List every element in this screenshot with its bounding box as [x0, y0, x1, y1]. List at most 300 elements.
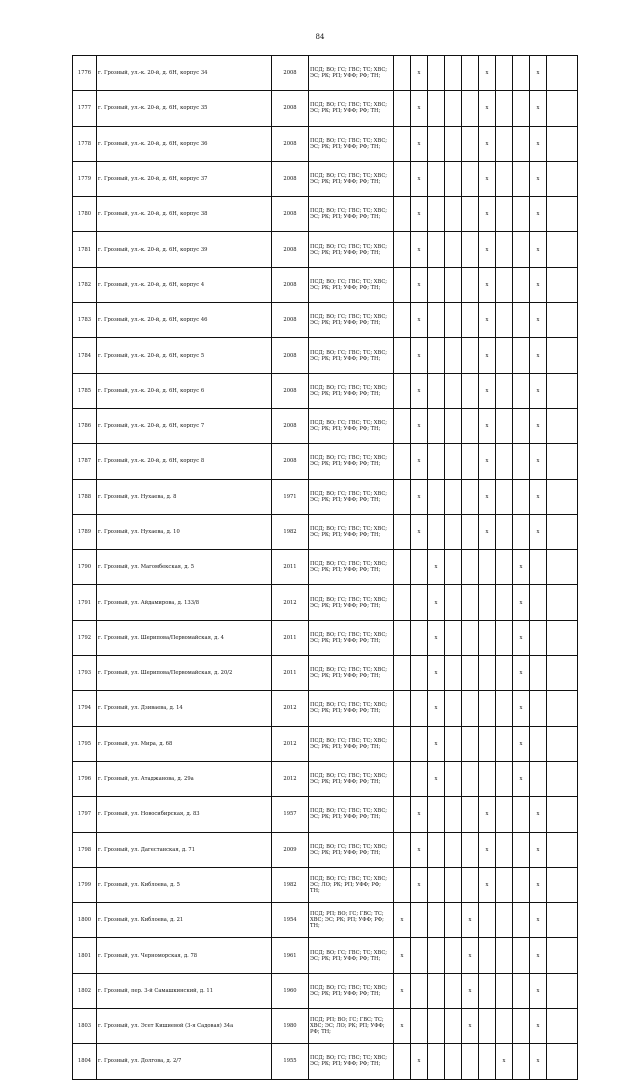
- mark-cell: [445, 832, 462, 867]
- mark-x: x: [496, 1044, 513, 1079]
- mark-x: x: [530, 408, 547, 443]
- mark-x: x: [479, 444, 496, 479]
- mark-cell: [462, 691, 479, 726]
- services-cell: ПСД; ВО; ГС; ГВС; ТС; ХВС; ЭС; РК; РП; УФФ; РФ; ТН;: [309, 126, 394, 161]
- mark-cell: [547, 656, 578, 691]
- row-number: 1795: [73, 726, 97, 761]
- mark-cell: [530, 585, 547, 620]
- table-row: [73, 303, 578, 338]
- mark-cell: [496, 585, 513, 620]
- services-cell: ПСД; ВО; ГС; ГВС; ТС; ХВС; ЭС; РК; РП; УФФ; РФ; ТН;: [309, 373, 394, 408]
- mark-cell: [513, 1009, 530, 1044]
- mark-x: x: [411, 408, 428, 443]
- table-row: [73, 91, 578, 126]
- services-cell: ПСД; ВО; ГС; ГВС; ТС; ХВС; ЭС; РК; РП; УФФ; РФ; ТН;: [309, 56, 394, 91]
- housing-register-table: [72, 55, 578, 1080]
- year-cell: 2011: [272, 656, 309, 691]
- table-row: [73, 938, 578, 973]
- mark-cell: [530, 550, 547, 585]
- mark-cell: [513, 232, 530, 267]
- mark-cell: [547, 56, 578, 91]
- table-row: [73, 267, 578, 302]
- year-cell: 2008: [272, 56, 309, 91]
- mark-cell: [394, 444, 411, 479]
- mark-cell: [513, 197, 530, 232]
- mark-cell: [445, 726, 462, 761]
- mark-x: x: [479, 338, 496, 373]
- address-cell: г. Грозный, ул. Киблоева, д. 21: [97, 903, 272, 938]
- mark-cell: [496, 867, 513, 902]
- mark-cell: [428, 444, 445, 479]
- mark-cell: [496, 514, 513, 549]
- row-number: 1780: [73, 197, 97, 232]
- address-cell: г. Грозный, ул. Долгова, д. 2/7: [97, 1044, 272, 1079]
- mark-cell: [394, 867, 411, 902]
- year-cell: 1982: [272, 514, 309, 549]
- mark-x: x: [513, 691, 530, 726]
- mark-cell: [394, 797, 411, 832]
- mark-x: x: [411, 867, 428, 902]
- services-cell: ПСД; ВО; ГС; ГВС; ТС; ХВС; ЭС; РК; РП; УФФ; РФ; ТН;: [309, 91, 394, 126]
- mark-cell: [513, 126, 530, 161]
- mark-cell: [445, 867, 462, 902]
- table-row: [73, 691, 578, 726]
- mark-cell: [547, 373, 578, 408]
- mark-cell: [428, 232, 445, 267]
- address-cell: г. Грозный, ул. Киблоева, д. 5: [97, 867, 272, 902]
- mark-cell: [479, 550, 496, 585]
- mark-cell: [513, 867, 530, 902]
- mark-cell: [428, 938, 445, 973]
- services-cell: ПСД; ВО; ГС; ГВС; ТС; ХВС; ЭС; РК; РП; УФФ; РФ; ТН;: [309, 479, 394, 514]
- mark-cell: [445, 373, 462, 408]
- mark-cell: [496, 550, 513, 585]
- mark-x: x: [513, 585, 530, 620]
- mark-cell: [479, 938, 496, 973]
- mark-cell: [479, 726, 496, 761]
- table-row: [73, 550, 578, 585]
- mark-x: x: [411, 832, 428, 867]
- mark-cell: [445, 585, 462, 620]
- mark-x: x: [530, 303, 547, 338]
- year-cell: 2009: [272, 832, 309, 867]
- mark-x: x: [462, 903, 479, 938]
- mark-cell: [479, 903, 496, 938]
- mark-cell: [445, 1044, 462, 1079]
- table-row: [73, 232, 578, 267]
- mark-x: x: [479, 126, 496, 161]
- mark-x: x: [479, 867, 496, 902]
- mark-cell: [547, 303, 578, 338]
- mark-x: x: [530, 56, 547, 91]
- mark-cell: [513, 161, 530, 196]
- year-cell: 2012: [272, 761, 309, 796]
- mark-cell: [462, 91, 479, 126]
- services-cell: ПСД; ВО; ГС; ГВС; ТС; ХВС; ЭС; РК; РП; УФФ; РФ; ТН;: [309, 973, 394, 1008]
- mark-cell: [547, 197, 578, 232]
- row-number: 1794: [73, 691, 97, 726]
- services-cell: ПСД; ВО; ГС; ГВС; ТС; ХВС; ЭС; РК; РП; УФФ; РФ; ТН;: [309, 161, 394, 196]
- mark-cell: [547, 691, 578, 726]
- row-number: 1798: [73, 832, 97, 867]
- mark-cell: [547, 126, 578, 161]
- mark-cell: [428, 408, 445, 443]
- mark-x: x: [479, 514, 496, 549]
- year-cell: 2008: [272, 232, 309, 267]
- mark-cell: [428, 1044, 445, 1079]
- table-row: [73, 585, 578, 620]
- mark-cell: [547, 1044, 578, 1079]
- address-cell: г. Грозный, ул.-к. 20-й, д. 6Н, корпус 39: [97, 232, 272, 267]
- mark-cell: [445, 620, 462, 655]
- mark-x: x: [411, 514, 428, 549]
- mark-cell: [513, 1044, 530, 1079]
- mark-cell: [428, 267, 445, 302]
- year-cell: 2008: [272, 408, 309, 443]
- mark-cell: [530, 761, 547, 796]
- mark-x: x: [411, 479, 428, 514]
- mark-cell: [394, 373, 411, 408]
- mark-cell: [462, 797, 479, 832]
- services-cell: ПСД; РП; ВО; ГС; ГВС; ТС; ХВС; ЭС; РК; РП; УФФ; РФ; ТН;: [309, 903, 394, 938]
- mark-cell: [496, 161, 513, 196]
- mark-cell: [462, 585, 479, 620]
- mark-cell: [394, 832, 411, 867]
- mark-cell: [462, 232, 479, 267]
- address-cell: г. Грозный, ул. Новосибирская, д. 83: [97, 797, 272, 832]
- services-cell: ПСД; ВО; ГС; ГВС; ТС; ХВС; ЭС; РК; РП; УФФ; РФ; ТН;: [309, 797, 394, 832]
- mark-cell: [428, 197, 445, 232]
- mark-cell: [479, 761, 496, 796]
- year-cell: 2012: [272, 726, 309, 761]
- mark-cell: [496, 303, 513, 338]
- services-cell: ПСД; ВО; ГС; ГВС; ТС; ХВС; ЭС; РК; РП; УФФ; РФ; ТН;: [309, 585, 394, 620]
- mark-cell: [513, 267, 530, 302]
- mark-cell: [428, 1009, 445, 1044]
- year-cell: 2008: [272, 338, 309, 373]
- year-cell: 1955: [272, 1044, 309, 1079]
- mark-x: x: [479, 479, 496, 514]
- address-cell: г. Грозный, ул. Дагестанская, д. 71: [97, 832, 272, 867]
- mark-x: x: [411, 161, 428, 196]
- address-cell: г. Грозный, ул. Нухаева, д. 10: [97, 514, 272, 549]
- mark-cell: [394, 267, 411, 302]
- mark-cell: [462, 832, 479, 867]
- mark-cell: [445, 56, 462, 91]
- mark-x: x: [462, 973, 479, 1008]
- mark-x: x: [428, 656, 445, 691]
- services-cell: ПСД; ВО; ГС; ГВС; ТС; ХВС; ЭС; РК; РП; УФФ; РФ; ТН;: [309, 338, 394, 373]
- table-row: [73, 761, 578, 796]
- mark-cell: [462, 408, 479, 443]
- mark-cell: [513, 938, 530, 973]
- mark-cell: [547, 726, 578, 761]
- mark-cell: [462, 161, 479, 196]
- address-cell: г. Грозный, ул. Айдамирова, д. 133/8: [97, 585, 272, 620]
- mark-cell: [479, 1044, 496, 1079]
- mark-x: x: [530, 373, 547, 408]
- mark-cell: [394, 656, 411, 691]
- address-cell: г. Грозный, ул.-к. 20-й, д. 6Н, корпус 4: [97, 267, 272, 302]
- mark-cell: [411, 585, 428, 620]
- mark-cell: [496, 832, 513, 867]
- mark-cell: [445, 691, 462, 726]
- row-number: 1797: [73, 797, 97, 832]
- table-row: [73, 867, 578, 902]
- mark-cell: [462, 56, 479, 91]
- mark-cell: [411, 938, 428, 973]
- mark-cell: [394, 514, 411, 549]
- mark-cell: [513, 973, 530, 1008]
- mark-cell: [547, 867, 578, 902]
- mark-x: x: [513, 726, 530, 761]
- mark-cell: [394, 550, 411, 585]
- services-cell: ПСД; РП; ВО; ГС; ГВС; ТС; ХВС; ЭС; ЛО; РК; РП; УФФ; РФ; ТН;: [309, 1009, 394, 1044]
- row-number: 1784: [73, 338, 97, 373]
- address-cell: г. Грозный, ул.-к. 20-й, д. 6Н, корпус 8: [97, 444, 272, 479]
- services-cell: ПСД; ВО; ГС; ГВС; ТС; ХВС; ЭС; РК; РП; УФФ; РФ; ТН;: [309, 514, 394, 549]
- mark-cell: [394, 620, 411, 655]
- mark-cell: [496, 973, 513, 1008]
- mark-cell: [445, 408, 462, 443]
- mark-x: x: [479, 197, 496, 232]
- mark-cell: [462, 726, 479, 761]
- year-cell: 2008: [272, 444, 309, 479]
- mark-x: x: [530, 267, 547, 302]
- table-row: [73, 656, 578, 691]
- mark-cell: [394, 408, 411, 443]
- mark-cell: [479, 691, 496, 726]
- mark-x: x: [411, 373, 428, 408]
- mark-cell: [496, 373, 513, 408]
- mark-x: x: [394, 903, 411, 938]
- mark-cell: [445, 938, 462, 973]
- mark-x: x: [411, 444, 428, 479]
- mark-cell: [496, 938, 513, 973]
- table-row: [73, 444, 578, 479]
- table-row: [73, 338, 578, 373]
- mark-cell: [462, 867, 479, 902]
- mark-x: x: [479, 161, 496, 196]
- mark-x: x: [530, 161, 547, 196]
- row-number: 1781: [73, 232, 97, 267]
- mark-x: x: [411, 338, 428, 373]
- mark-cell: [462, 761, 479, 796]
- mark-cell: [445, 161, 462, 196]
- row-number: 1803: [73, 1009, 97, 1044]
- mark-cell: [513, 408, 530, 443]
- mark-cell: [547, 232, 578, 267]
- mark-cell: [394, 585, 411, 620]
- mark-x: x: [479, 303, 496, 338]
- mark-cell: [394, 126, 411, 161]
- address-cell: г. Грозный, ул. Магомбекская, д. 5: [97, 550, 272, 585]
- year-cell: 1960: [272, 973, 309, 1008]
- mark-x: x: [513, 550, 530, 585]
- mark-x: x: [411, 126, 428, 161]
- row-number: 1802: [73, 973, 97, 1008]
- year-cell: 1957: [272, 797, 309, 832]
- table-row: [73, 726, 578, 761]
- address-cell: г. Грозный, ул. Шерипова/Первомайская, д. 4: [97, 620, 272, 655]
- table-row: [73, 373, 578, 408]
- mark-cell: [496, 408, 513, 443]
- year-cell: 2012: [272, 691, 309, 726]
- row-number: 1791: [73, 585, 97, 620]
- address-cell: г. Грозный, ул.-к. 20-й, д. 6Н, корпус 35: [97, 91, 272, 126]
- mark-cell: [547, 761, 578, 796]
- year-cell: 2008: [272, 197, 309, 232]
- mark-x: x: [462, 938, 479, 973]
- row-number: 1777: [73, 91, 97, 126]
- mark-cell: [496, 726, 513, 761]
- mark-cell: [394, 56, 411, 91]
- mark-cell: [513, 514, 530, 549]
- mark-x: x: [394, 1009, 411, 1044]
- services-cell: ПСД; ВО; ГС; ГВС; ТС; ХВС; ЭС; РК; РП; УФФ; РФ; ТН;: [309, 620, 394, 655]
- year-cell: 2008: [272, 373, 309, 408]
- mark-x: x: [530, 867, 547, 902]
- mark-cell: [428, 514, 445, 549]
- address-cell: г. Грозный, ул. Нухаева, д. 8: [97, 479, 272, 514]
- mark-cell: [394, 197, 411, 232]
- address-cell: г. Грозный, ул. Шерипова/Первомайская, д. 20/2: [97, 656, 272, 691]
- address-cell: г. Грозный, ул.-к. 20-й, д. 6Н, корпус 36: [97, 126, 272, 161]
- mark-cell: [445, 973, 462, 1008]
- mark-cell: [445, 126, 462, 161]
- mark-x: x: [428, 726, 445, 761]
- mark-cell: [411, 1009, 428, 1044]
- year-cell: 1982: [272, 867, 309, 902]
- row-number: 1793: [73, 656, 97, 691]
- mark-cell: [462, 197, 479, 232]
- address-cell: г. Грозный, ул. Атаджанова, д. 29а: [97, 761, 272, 796]
- row-number: 1782: [73, 267, 97, 302]
- services-cell: ПСД; ВО; ГС; ГВС; ТС; ХВС; ЭС; ЛО; РК; РП; УФФ; РФ; ТН;: [309, 867, 394, 902]
- mark-cell: [496, 479, 513, 514]
- mark-cell: [530, 656, 547, 691]
- mark-cell: [428, 479, 445, 514]
- mark-x: x: [479, 56, 496, 91]
- mark-cell: [496, 761, 513, 796]
- mark-cell: [394, 303, 411, 338]
- table-row: [73, 903, 578, 938]
- mark-x: x: [530, 444, 547, 479]
- mark-cell: [496, 691, 513, 726]
- mark-cell: [428, 973, 445, 1008]
- mark-x: x: [530, 1044, 547, 1079]
- services-cell: ПСД; ВО; ГС; ГВС; ТС; ХВС; ЭС; РК; РП; УФФ; РФ; ТН;: [309, 444, 394, 479]
- mark-cell: [394, 479, 411, 514]
- address-cell: г. Грозный, ул.-к. 20-й, д. 6Н, корпус 46: [97, 303, 272, 338]
- row-number: 1792: [73, 620, 97, 655]
- mark-cell: [428, 91, 445, 126]
- mark-cell: [445, 232, 462, 267]
- mark-cell: [445, 303, 462, 338]
- services-cell: ПСД; ВО; ГС; ГВС; ТС; ХВС; ЭС; РК; РП; УФФ; РФ; ТН;: [309, 726, 394, 761]
- address-cell: г. Грозный, ул.-к. 20-й, д. 6Н, корпус 37: [97, 161, 272, 196]
- row-number: 1783: [73, 303, 97, 338]
- mark-cell: [547, 444, 578, 479]
- table-row: [73, 1044, 578, 1079]
- mark-x: x: [411, 797, 428, 832]
- mark-cell: [547, 903, 578, 938]
- mark-x: x: [428, 761, 445, 796]
- mark-cell: [547, 91, 578, 126]
- mark-x: x: [411, 1044, 428, 1079]
- year-cell: 1971: [272, 479, 309, 514]
- mark-x: x: [530, 126, 547, 161]
- mark-cell: [547, 161, 578, 196]
- year-cell: 1961: [272, 938, 309, 973]
- mark-cell: [547, 832, 578, 867]
- mark-cell: [513, 338, 530, 373]
- mark-cell: [547, 938, 578, 973]
- mark-x: x: [530, 797, 547, 832]
- mark-cell: [445, 797, 462, 832]
- mark-x: x: [530, 973, 547, 1008]
- mark-cell: [428, 161, 445, 196]
- mark-cell: [445, 514, 462, 549]
- mark-cell: [445, 91, 462, 126]
- mark-cell: [479, 585, 496, 620]
- mark-cell: [428, 797, 445, 832]
- services-cell: ПСД; ВО; ГС; ГВС; ТС; ХВС; ЭС; РК; РП; УФФ; РФ; ТН;: [309, 938, 394, 973]
- mark-cell: [513, 903, 530, 938]
- row-number: 1779: [73, 161, 97, 196]
- mark-cell: [547, 550, 578, 585]
- mark-cell: [513, 56, 530, 91]
- mark-cell: [496, 338, 513, 373]
- mark-cell: [445, 550, 462, 585]
- page-number: 84: [315, 33, 325, 41]
- mark-cell: [547, 973, 578, 1008]
- mark-x: x: [479, 832, 496, 867]
- mark-x: x: [394, 973, 411, 1008]
- mark-cell: [462, 656, 479, 691]
- address-cell: г. Грозный, ул. Мира, д. 68: [97, 726, 272, 761]
- mark-cell: [445, 444, 462, 479]
- mark-x: x: [479, 797, 496, 832]
- mark-cell: [513, 797, 530, 832]
- year-cell: 2011: [272, 550, 309, 585]
- table-row: [73, 797, 578, 832]
- mark-cell: [547, 267, 578, 302]
- mark-cell: [445, 338, 462, 373]
- mark-cell: [428, 867, 445, 902]
- mark-cell: [547, 1009, 578, 1044]
- mark-cell: [513, 479, 530, 514]
- services-cell: ПСД; ВО; ГС; ГВС; ТС; ХВС; ЭС; РК; РП; УФФ; РФ; ТН;: [309, 691, 394, 726]
- mark-x: x: [530, 232, 547, 267]
- row-number: 1787: [73, 444, 97, 479]
- mark-cell: [479, 973, 496, 1008]
- address-cell: г. Грозный, ул. Дзиваева, д. 14: [97, 691, 272, 726]
- mark-x: x: [530, 903, 547, 938]
- mark-cell: [479, 656, 496, 691]
- mark-cell: [462, 479, 479, 514]
- address-cell: г. Грозный, ул.-к. 20-й, д. 6Н, корпус 5: [97, 338, 272, 373]
- address-cell: г. Грозный, ул.-к. 20-й, д. 6Н, корпус 7: [97, 408, 272, 443]
- mark-x: x: [530, 338, 547, 373]
- mark-x: x: [479, 267, 496, 302]
- table-row: [73, 1009, 578, 1044]
- mark-cell: [445, 1009, 462, 1044]
- table-row: [73, 408, 578, 443]
- services-cell: ПСД; ВО; ГС; ГВС; ТС; ХВС; ЭС; РК; РП; УФФ; РФ; ТН;: [309, 303, 394, 338]
- mark-cell: [496, 656, 513, 691]
- table-row: [73, 126, 578, 161]
